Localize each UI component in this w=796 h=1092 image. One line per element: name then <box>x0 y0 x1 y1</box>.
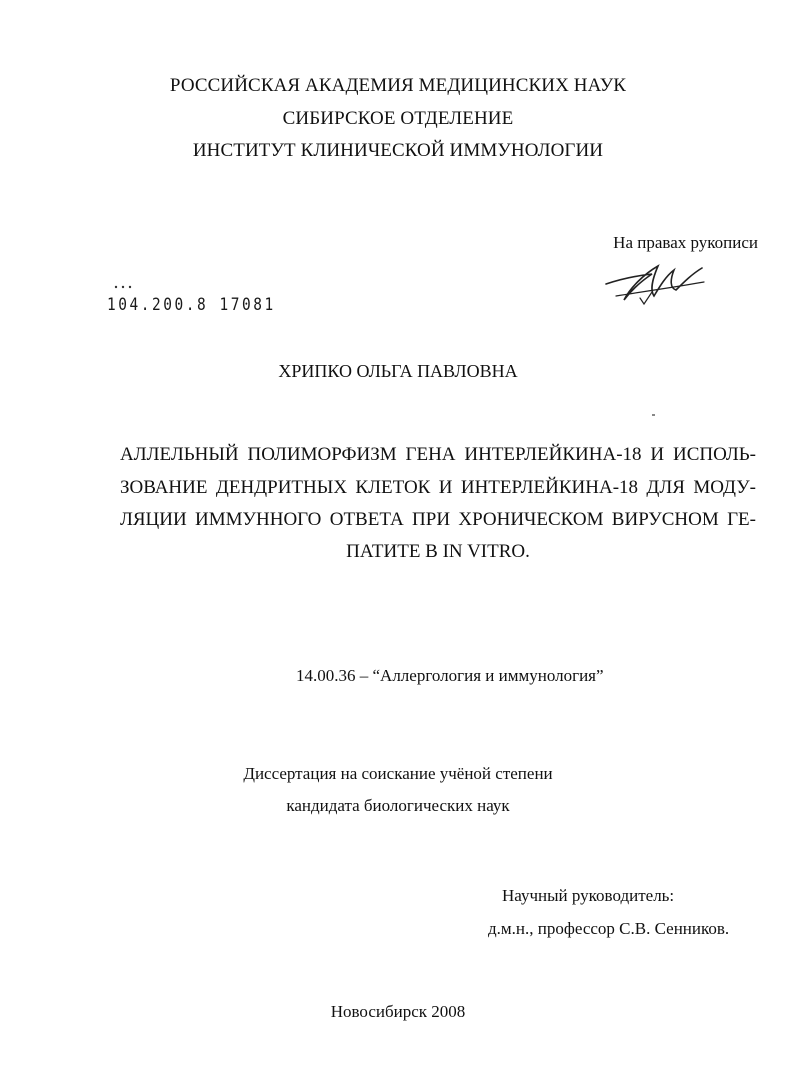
dissertation-title-line: ЗОВАНИЕ ДЕНДРИТНЫХ КЛЕТОК И ИНТЕРЛЕЙКИНА-18 ДЛЯ МОДУ- <box>120 477 756 498</box>
degree-line: кандидата биологических наук <box>286 796 510 815</box>
supervisor-name: д.м.н., профессор С.В. Сенников. <box>488 919 730 938</box>
stamp-marks <box>113 284 135 290</box>
academy-name: РОССИЙСКАЯ АКАДЕМИЯ МЕДИЦИНСКИХ НАУК <box>169 75 627 96</box>
dissertation-title-line: ЛЯЦИИ ИММУННОГО ОТВЕТА ПРИ ХРОНИЧЕСКОМ ВИРУСНОМ ГЕ- <box>120 509 756 530</box>
branch-name: СИБИРСКОЕ ОТДЕЛЕНИЕ <box>282 108 514 129</box>
scan-speck <box>652 414 655 416</box>
rights-note: На правах рукописи <box>613 233 758 252</box>
institute-name: ИНСТИТУТ КЛИНИЧЕСКОЙ ИММУНОЛОГИИ <box>192 140 604 161</box>
city-year: Новосибирск 2008 <box>330 1002 466 1021</box>
dissertation-title-line: ПАТИТЕ В IN VITRO. <box>346 541 530 562</box>
specialty-code: 14.00.36 – “Аллергология и иммунология” <box>296 666 604 685</box>
dissertation-title-line: АЛЛЕЛЬНЫЙ ПОЛИМОРФИЗМ ГЕНА ИНТЕРЛЕЙКИНА-18 И ИСПОЛЬ- <box>120 444 756 465</box>
degree-line: Диссертация на соискание учёной степени <box>243 764 553 783</box>
handwritten-signature <box>600 252 710 308</box>
author-name: ХРИПКО ОЛЬГА ПАВЛОВНА <box>278 361 518 381</box>
archive-stamp-number: 104.200.8 17081 <box>107 295 276 315</box>
supervisor-label: Научный руководитель: <box>502 886 675 905</box>
